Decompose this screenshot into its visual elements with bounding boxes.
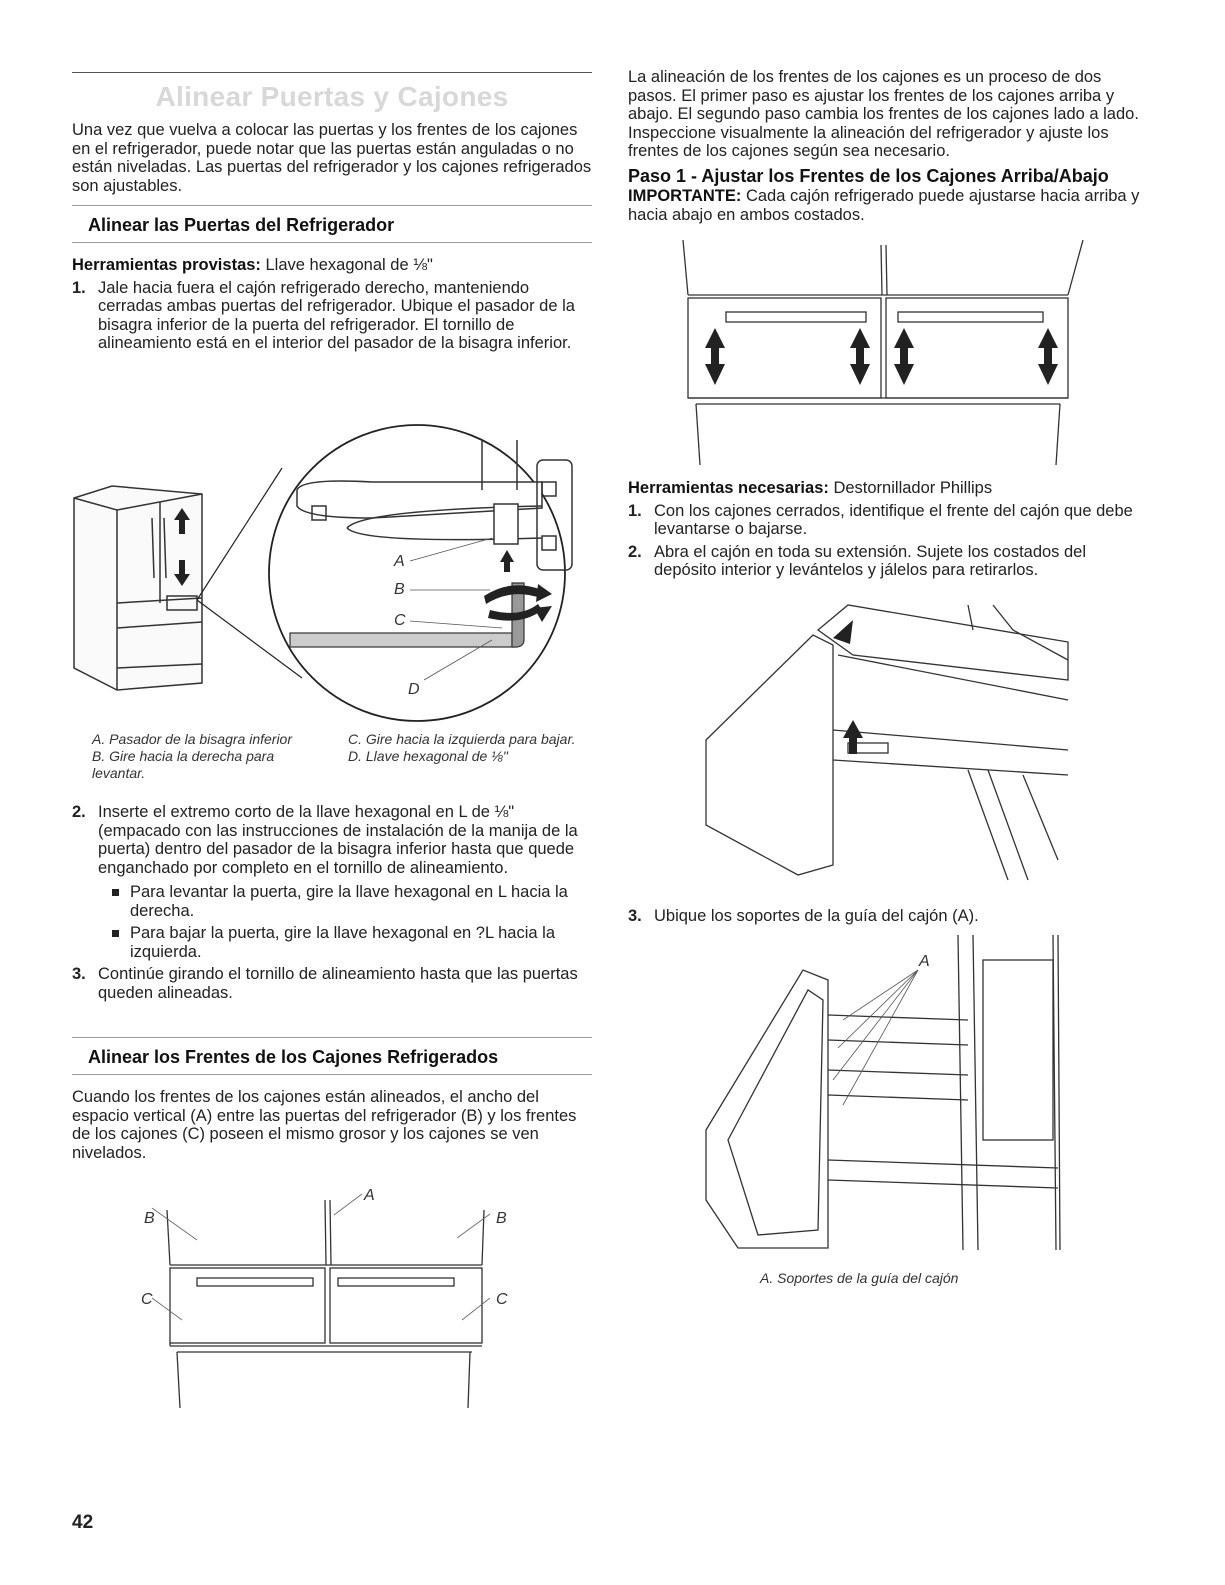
step-number: 2.	[72, 803, 86, 821]
step-number: 1.	[628, 501, 642, 520]
right-drawer-front	[330, 1268, 482, 1343]
section1-steps-continued	[72, 799, 592, 1006]
figure-label-c-right: C	[496, 1291, 508, 1308]
tools-line	[72, 256, 592, 275]
bullet-text: Para bajar la puerta, gire la llave hexagonal en ?L hacia la izquierda.	[130, 924, 556, 961]
list-item	[72, 279, 592, 353]
important-note	[628, 187, 1148, 224]
right-step-list	[628, 502, 1148, 580]
bullet-square-icon	[112, 930, 119, 937]
step-text: Abra el cajón en toda su extensión. Sujete los costados del depósito interior y levántelos y jálelos para retirarlos.	[654, 542, 1087, 579]
page-title: Alinear Puertas y Cajones	[155, 81, 509, 112]
tools-line	[628, 479, 1148, 498]
right-intro	[628, 68, 1148, 224]
drawer-alignment-figure	[72, 1180, 592, 1410]
figure-label-b: B	[394, 581, 405, 598]
section1-body	[72, 256, 592, 357]
step-number: 3.	[628, 907, 642, 925]
bullet-list	[72, 883, 592, 961]
drawer-up-down-figure	[628, 240, 1148, 470]
main-title	[72, 74, 592, 113]
right-intro-text: La alineación de los frentes de los cajones es un proceso de dos pasos. El primer paso es ajustar los frentes de los cajones arriba y abajo. El segundo paso cambia los frentes de los cajones lado a lado. Inspeccione visualmente la alineación del refrigerador y ajuste los frentes de los cajones según sea necesario.	[628, 68, 1139, 160]
caption-b: B. Gire hacia la derecha para levantar.	[92, 748, 275, 781]
step-number: 3.	[72, 965, 86, 983]
step-number: 2.	[628, 542, 642, 561]
step-text: Continúe girando el tornillo de alineamiento hasta que las puertas queden alineadas.	[98, 965, 578, 1002]
tools-label: Herramientas provistas:	[72, 256, 261, 274]
intro-paragraph	[72, 121, 592, 195]
section2-text: Cuando los frentes de los cajones están alineados, el ancho del espacio vertical (A) entre las puertas del refrigerador (B) y los frentes de los cajones (C) poseen el mismo grosor y los cajones se ven nivelados.	[72, 1088, 577, 1162]
list-item	[72, 965, 592, 1002]
hinge-adjustment-figure	[72, 378, 592, 723]
section2-body	[72, 1088, 592, 1162]
magnified-detail-circle	[269, 425, 565, 721]
figure-label-b-left: B	[144, 1210, 155, 1227]
step-list-1	[72, 279, 592, 353]
caption-a: A. Pasador de la bisagra inferior	[92, 731, 292, 747]
drawer-slide-supports-figure	[628, 930, 1148, 1260]
bullet-square-icon	[112, 889, 119, 896]
list-item	[628, 543, 1148, 580]
list-item	[72, 883, 592, 920]
supports-caption	[760, 1270, 1120, 1287]
open-drawer-figure	[628, 600, 1148, 890]
step-list-2	[72, 803, 592, 1002]
list-item	[628, 502, 1148, 539]
section2-heading: Alinear los Frentes de los Cajones Refrigerados	[88, 1047, 499, 1067]
step1-heading: Paso 1 - Ajustar los Frentes de los Cajones Arriba/Abajo	[628, 165, 1109, 186]
step-text: Inserte el extremo corto de la llave hexagonal en L de ⅛" (empacado con las instrucciones de instalación de la manija de la puerta) dentro del pasador de la bisagra inferior hasta que quede enganchado por completo en el tornillo de alineamiento.	[98, 803, 578, 877]
page-number: 42	[72, 1512, 94, 1533]
section1-heading-block	[72, 205, 592, 243]
tools-value: Destornillador Phillips	[828, 479, 993, 497]
step-text: Ubique los soportes de la guía del cajón (A).	[654, 907, 979, 925]
important-text: Cada cajón refrigerado puede ajustarse hacia arriba y hacia abajo en ambos costados.	[628, 187, 1140, 224]
step-text: Con los cajones cerrados, identifique el frente del cajón que debe levantarse o bajarse.	[654, 501, 1133, 538]
figure-label-a: A	[394, 553, 405, 570]
right-step3	[628, 903, 1148, 930]
list-item	[72, 924, 592, 961]
figure-label-d: D	[408, 681, 420, 698]
figure-label-a: A	[364, 1187, 375, 1204]
leader-lines	[833, 970, 918, 1105]
figure-label-c-left: C	[141, 1291, 153, 1308]
tools-value: Llave hexagonal de ⅛"	[260, 256, 433, 274]
caption-a: A. Soportes de la guía del cajón	[760, 1270, 959, 1286]
list-item	[72, 803, 592, 961]
up-down-arrow-icon	[705, 328, 725, 385]
section1-heading: Alinear las Puertas del Refrigerador	[88, 215, 395, 235]
up-down-arrow-icon	[850, 328, 870, 385]
left-drawer-front	[170, 1268, 325, 1343]
figure-label-b-right: B	[496, 1210, 507, 1227]
up-down-arrow-icon	[1038, 328, 1058, 385]
step-text: Jale hacia fuera el cajón refrigerado derecho, manteniendo cerradas ambas puertas del refrigerador. Ubique el pasador de la bisagra inferior de la puerta del refrigerador. El tornillo de alineamiento está en el interior del pasador de la bisagra inferior.	[98, 278, 575, 352]
up-down-arrow-icon	[894, 328, 914, 385]
intro-text: Una vez que vuelva a colocar las puertas y los frentes de los cajones en el refrigerador, puede notar que las puertas están anguladas o no están niveladas. Las puertas del refrigerador y los cajones refrigerados son ajustables.	[72, 121, 592, 195]
caption-d: D. Llave hexagonal de ⅛"	[348, 748, 508, 764]
right-step-list-2	[628, 907, 1148, 926]
figure-label-c: C	[394, 612, 406, 629]
tools-label: Herramientas necesarias:	[628, 479, 829, 497]
right-steps	[628, 479, 1148, 584]
section2-heading-block	[72, 1037, 592, 1075]
important-label: IMPORTANTE:	[628, 187, 742, 205]
step-number: 1.	[72, 278, 86, 297]
caption-c: C. Gire hacia la izquierda para bajar.	[348, 731, 576, 747]
figure-label-a: A	[919, 953, 930, 970]
list-item	[628, 907, 1148, 926]
left-column-top-rule	[72, 72, 592, 73]
bullet-text: Para levantar la puerta, gire la llave hexagonal en L hacia la derecha.	[130, 883, 568, 920]
